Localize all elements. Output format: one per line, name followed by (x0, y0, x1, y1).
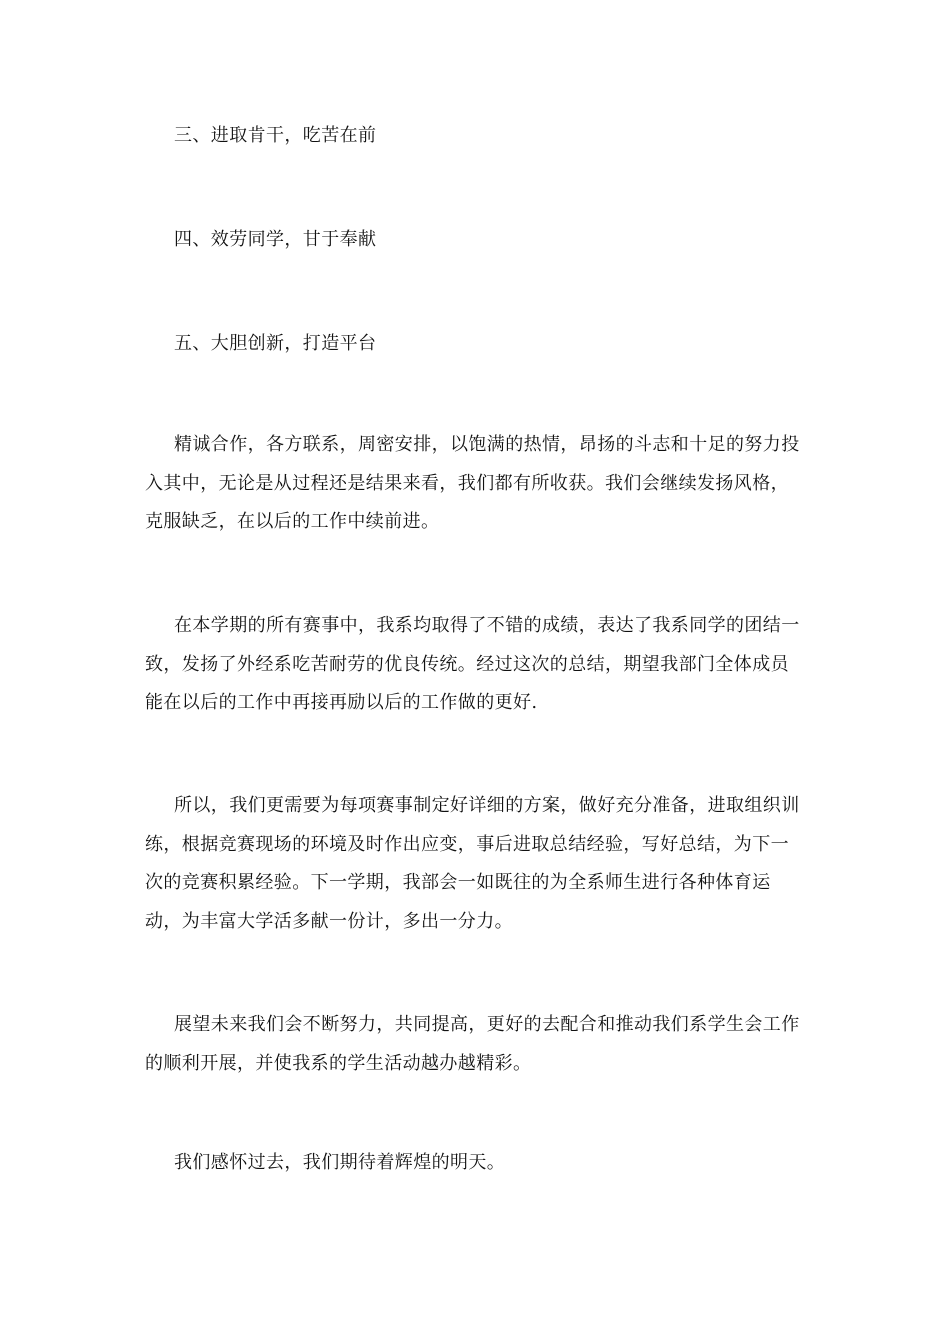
paragraph-closing: 我们感怀过去，我们期待着辉煌的明天。 (174, 1152, 506, 1173)
section-heading-5: 五、大胆创新，打造平台 (174, 333, 377, 354)
paragraph-cooperation: 精诚合作，各方联系，周密安排，以饱满的热情，昂扬的斗志和十足的努力投入其中，无论是从过程还是结果来看，我们都有所收获。我们会继续发扬风格，克服缺乏，在以后的工作中续前进。 (145, 434, 800, 532)
paragraph-outlook: 展望未来我们会不断努力，共同提高，更好的去配合和推动我们系学生会工作的顺利开展，并使我系的学生活动越办越精彩。 (145, 1014, 800, 1074)
section-heading-3: 三、进取肯干，吃苦在前 (174, 125, 377, 146)
paragraph-planning: 所以，我们更需要为每项赛事制定好详细的方案，做好充分准备，进取组织训练，根据竞赛现场的环境及时作出应变，事后进取总结经验，写好总结，为下一次的竞赛积累经验。下一学期，我部会一如既往的为全系师生进行各种体育运动，为丰富大学活多献一份计，多出一分力。 (145, 795, 800, 932)
section-heading-4: 四、效劳同学，甘于奉献 (174, 229, 377, 250)
paragraph-competition-results: 在本学期的所有赛事中，我系均取得了不错的成绩，表达了我系同学的团结一致，发扬了外经系吃苦耐劳的优良传统。经过这次的总结，期望我部门全体成员能在以后的工作中再接再励以后的工作做的更好. (145, 615, 800, 713)
